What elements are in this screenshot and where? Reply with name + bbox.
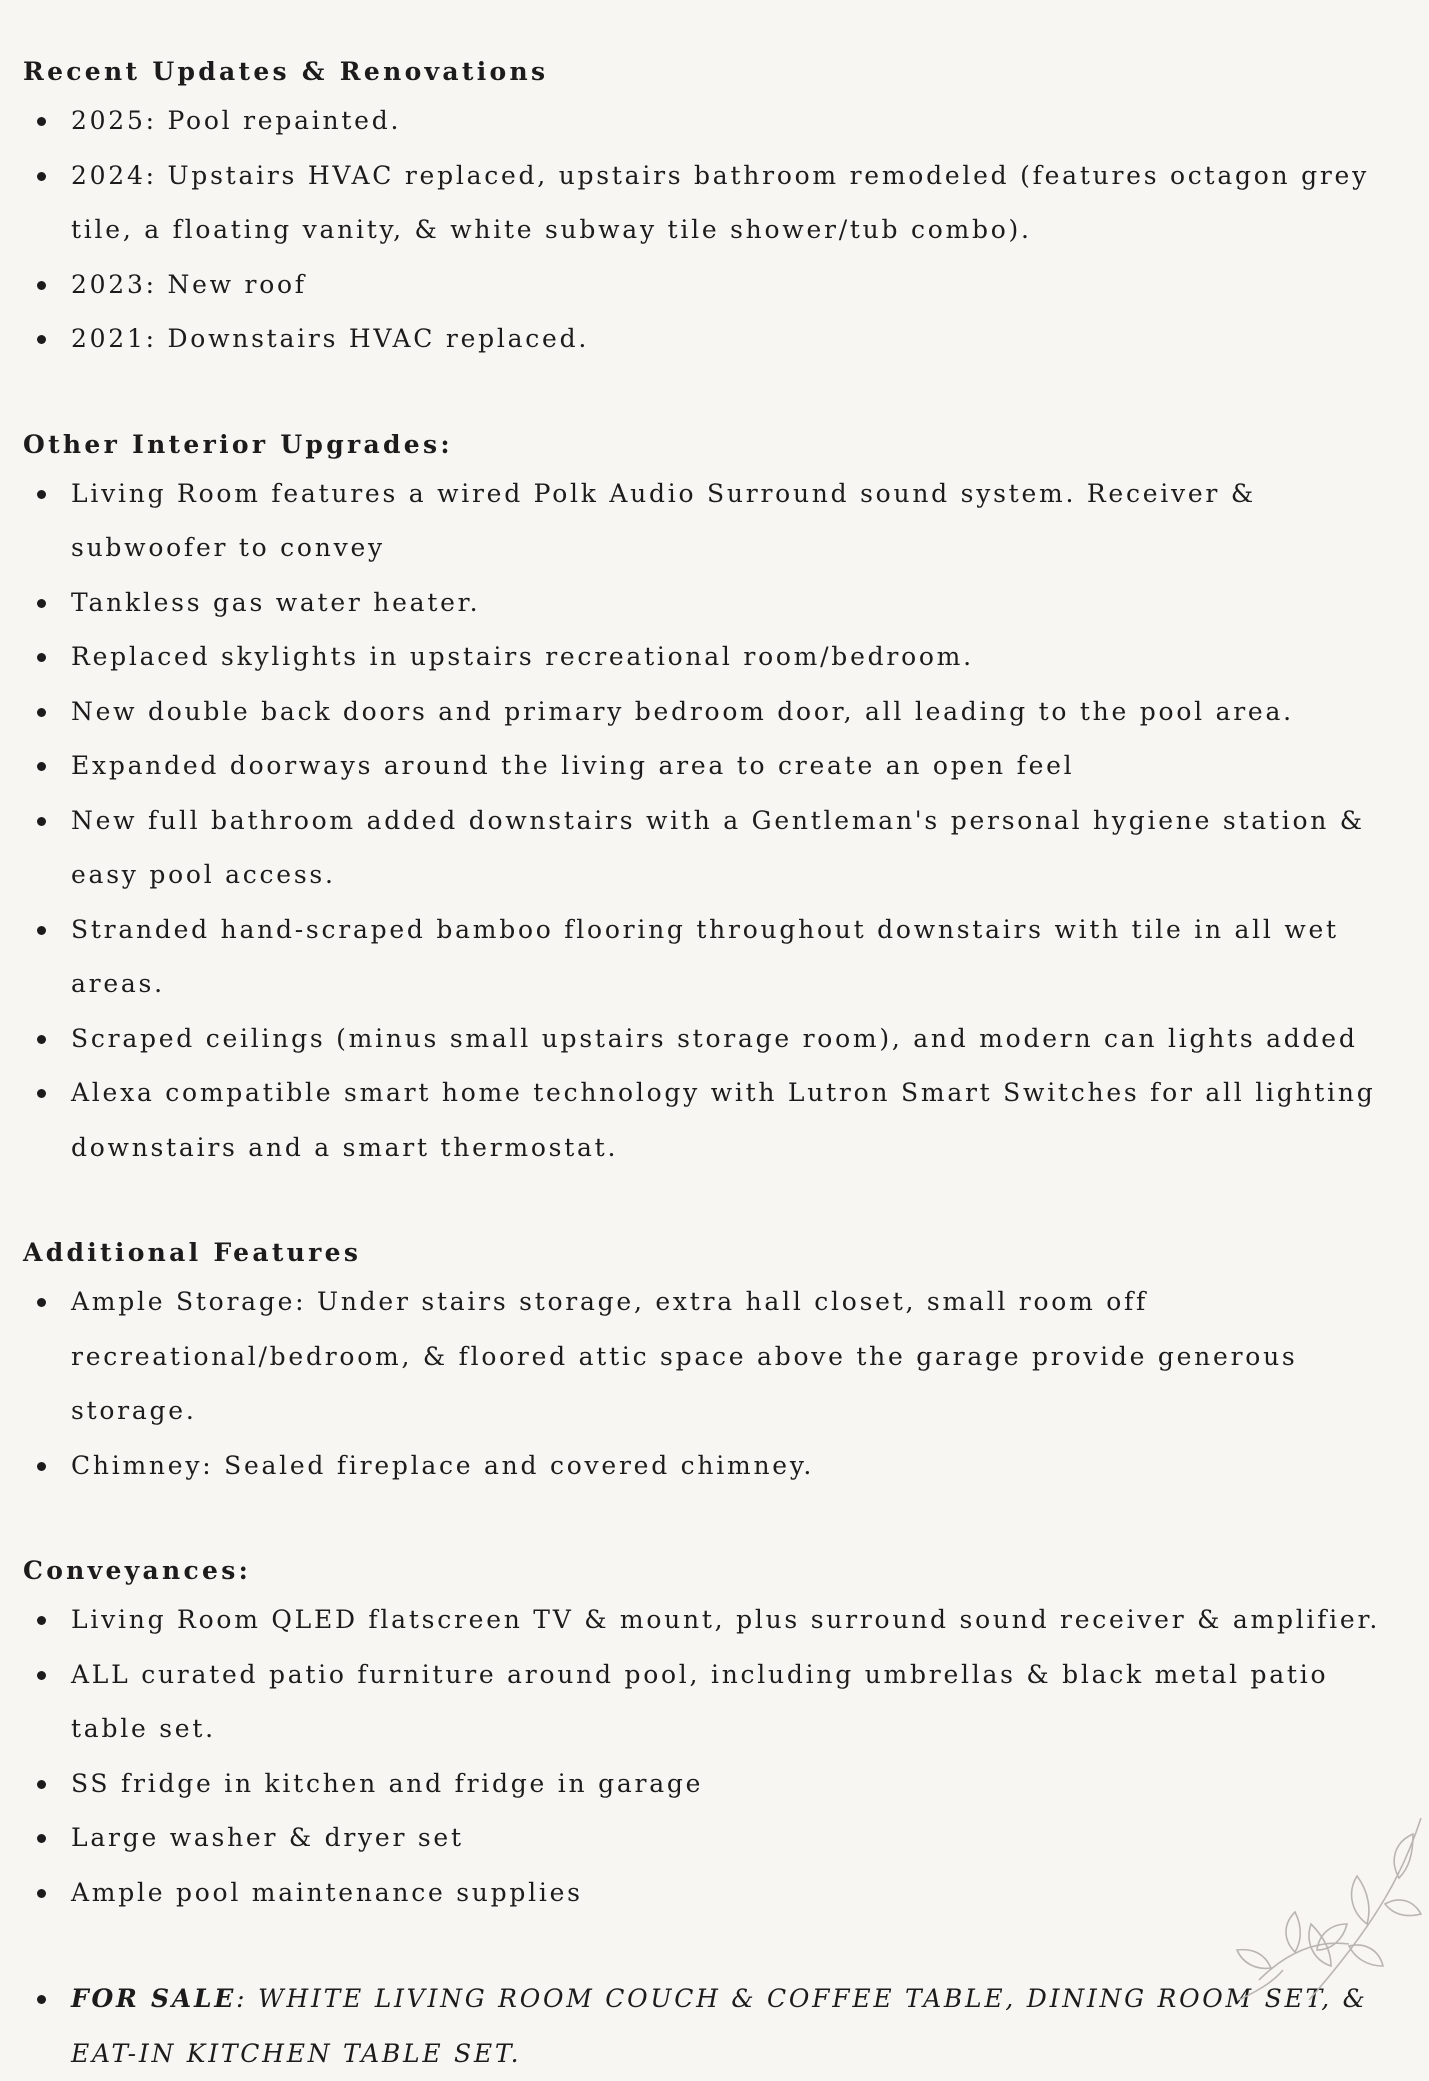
list-item: Expanded doorways around the living area to create an open feel (23, 739, 1413, 794)
list-item: Tankless gas water heater. (23, 576, 1413, 631)
section-title-recent-updates: Recent Updates & Renovations (23, 57, 549, 86)
section-title-additional-features: Additional Features (23, 1238, 362, 1267)
list-item: 2024: Upstairs HVAC replaced, upstairs bathroom remodeled (features octagon grey tile, a floating vanity, & white subway tile shower/tub combo). (23, 149, 1413, 258)
for-sale-label: FOR SALE (71, 1984, 237, 2013)
recent-updates-list (23, 94, 1413, 367)
list-item: New full bathroom added downstairs with a Gentleman's personal hygiene station & easy pool access. (23, 794, 1413, 903)
list-item: 2023: New roof (23, 258, 1413, 313)
list-item: Chimney: Sealed fireplace and covered chimney. (23, 1439, 1413, 1494)
section-spacer (23, 1493, 1413, 1549)
section-spacer (23, 367, 1413, 423)
section-title-other-interior-upgrades: Other Interior Upgrades: (23, 429, 453, 459)
list-item: New double back doors and primary bedroom door, all leading to the pool area. (23, 685, 1413, 740)
section-title-conveyances: Conveyances: (23, 1556, 252, 1585)
list-item: Ample Storage: Under stairs storage, extra hall closet, small room off recreational/bedroom, & floored attic space above the garage provide generous storage. (23, 1275, 1413, 1439)
list-item: Living Room features a wired Polk Audio Surround sound system. Receiver & subwoofer to convey (23, 467, 1413, 576)
list-item: ALL curated patio furniture around pool, including umbrellas & black metal patio table set. (23, 1648, 1413, 1757)
interior-upgrades-list (23, 467, 1413, 1176)
list-item: Ample pool maintenance supplies (23, 1866, 1413, 1921)
list-item: Alexa compatible smart home technology with Lutron Smart Switches for all lighting downstairs and a smart thermostat. (23, 1066, 1413, 1175)
list-item: SS fridge in kitchen and fridge in garage (23, 1757, 1413, 1812)
leaf-branch-icon (1199, 1800, 1429, 2000)
list-item: Large washer & dryer set (23, 1811, 1413, 1866)
for-sale-text: : WHITE LIVING ROOM COUCH & COFFEE TABLE, DINING ROOM SET, & EAT-IN KITCHEN TABLE SET. (71, 1984, 1368, 2068)
section-spacer (23, 1175, 1413, 1231)
list-item: Stranded hand-scraped bamboo flooring throughout downstairs with tile in all wet areas. (23, 903, 1413, 1012)
list-item: Scraped ceilings (minus small upstairs storage room), and modern can lights added (23, 1012, 1413, 1067)
list-item: 2021: Downstairs HVAC replaced. (23, 312, 1413, 367)
list-item: Replaced skylights in upstairs recreational room/bedroom. (23, 630, 1413, 685)
list-item: Living Room QLED flatscreen TV & mount, plus surround sound receiver & amplifier. (23, 1593, 1413, 1648)
document-body (23, 50, 1413, 2081)
list-item: 2025: Pool repainted. (23, 94, 1413, 149)
additional-features-list (23, 1275, 1413, 1493)
